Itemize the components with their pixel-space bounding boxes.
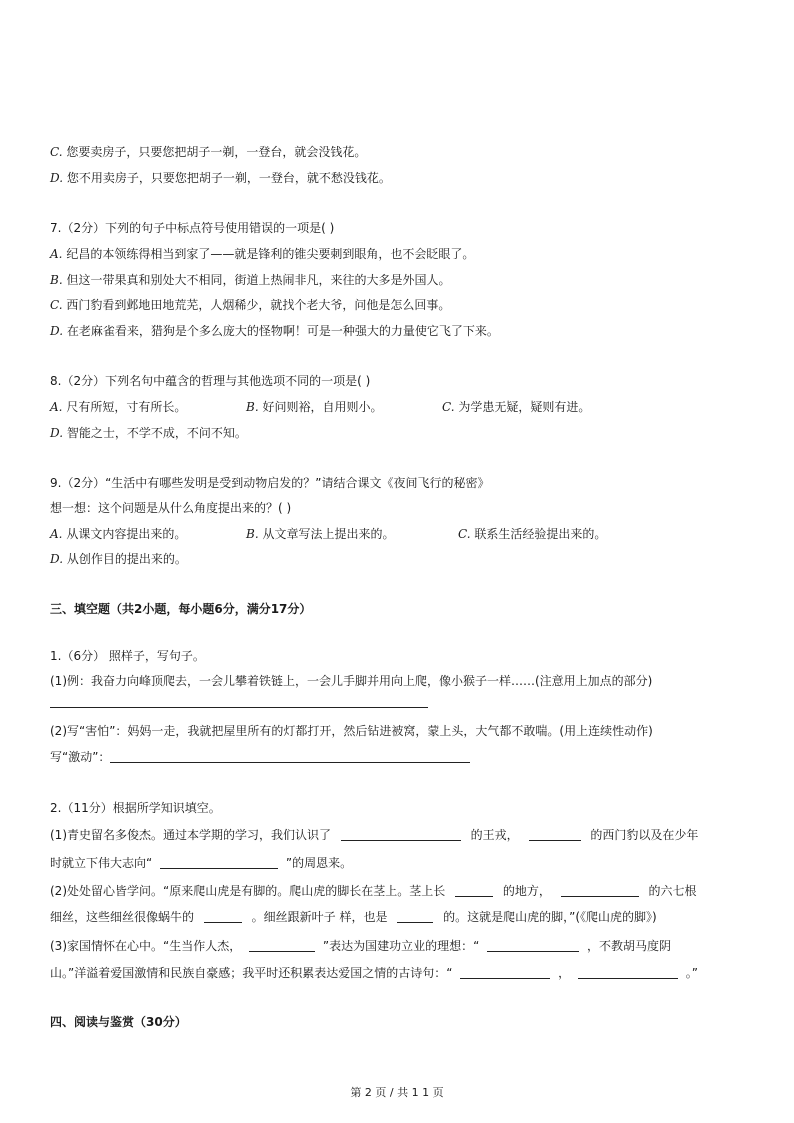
q8-options-row (50, 399, 590, 415)
answer-blank[interactable] (397, 910, 433, 923)
option-letter: A. (50, 527, 63, 541)
answer-blank[interactable] (249, 939, 315, 952)
answer-blank[interactable] (561, 884, 639, 897)
answer-blank[interactable] (160, 856, 278, 869)
fill-q1-part2: (2)写“害怕”：妈妈一走，我就把屋里所有的灯都打开，然后钻进被窝，蒙上头，大气都不敢喘。(用上连续性动作) (50, 724, 653, 738)
q9-stem-line1: 9.（2分）“生活中有哪些发明是受到动物启发的？”请结合课文《夜间飞行的秘密》 (50, 476, 490, 490)
q8-option-b (246, 399, 442, 415)
option-text: 您要卖房子，只要您把胡子一剃，一登台，就会没钱花。 (66, 145, 367, 159)
option-text: 为学患无疑，疑则有进。 (458, 400, 591, 414)
answer-blank[interactable] (204, 910, 242, 923)
section-3-title: 三、填空题（共2小题，每小题6分，满分17分） (50, 602, 312, 616)
answer-blank[interactable] (529, 828, 581, 841)
answer-blank[interactable] (460, 966, 550, 979)
option-text: 从文章写法上提出来的。 (262, 527, 395, 541)
fill-q1-part3 (50, 749, 470, 765)
option-text: 从创作目的提出来的。 (66, 552, 187, 566)
option-letter: B. (50, 273, 63, 287)
answer-blank[interactable] (487, 939, 579, 952)
q9-option-d (50, 551, 187, 567)
option-text: 从课文内容提出来的。 (66, 527, 187, 541)
text-segment: 细丝，这些细丝很像蜗牛的 (50, 910, 195, 924)
option-text: 联系生活经验提出来的。 (474, 527, 607, 541)
text-segment: ”的周恩来。 (285, 856, 353, 870)
option-text: 尺有所短，寸有所长。 (66, 400, 187, 414)
text-segment: 山。”洋溢着爱国激情和民族自豪感；我平时还积累表达爱国之情的古诗句：“ (50, 966, 453, 980)
text-segment: (3)家国情怀在心中。“生当作人杰， (50, 939, 242, 953)
page-number: 第 2 页 / 共 1 1 页 (350, 1086, 444, 1099)
text-segment: (2)处处留心皆学问。“原来爬山虎是有脚的。爬山虎的脚长在茎上。茎上长 (50, 884, 446, 898)
option-text: 纪昌的本领练得相当到家了——就是锋利的锥尖要刺到眼角，也不会眨眼了。 (66, 247, 475, 261)
option-letter: B. (246, 400, 259, 414)
q7-option-b (50, 272, 450, 288)
fill-q2-line3 (50, 883, 697, 899)
fill-q2-line2 (50, 855, 352, 871)
q8-option-d (50, 425, 247, 441)
option-letter: D. (50, 324, 64, 338)
text-segment: ，不教胡马度阴 (586, 939, 671, 953)
text-segment: 时就立下伟大志向“ (50, 856, 153, 870)
q6-option-d (50, 170, 391, 186)
option-letter: C. (50, 145, 63, 159)
option-letter: C. (458, 527, 471, 541)
option-letter: D. (50, 426, 64, 440)
q8-option-c (442, 399, 590, 415)
text-segment: ， (558, 966, 571, 980)
q9-options-row (50, 526, 606, 542)
option-letter: B. (246, 527, 259, 541)
option-letter: C. (50, 298, 63, 312)
q9-stem-line2: 想一想：这个问题是从什么角度提出来的？( ) (50, 501, 292, 515)
text-segment: 的。这就是爬山虎的脚，”(《爬山虎的脚》) (443, 910, 657, 924)
option-text: 西门豹看到邺地田地荒芜，人烟稀少，就找个老大爷，问他是怎么回事。 (66, 298, 451, 312)
fill-q1-example: (1)例：我奋力向峰顶爬去，一会儿攀着铁链上，一会儿手脚并用向上爬，像小猴子一样……(注意用上加点的部分) (50, 674, 653, 688)
q7-option-a (50, 246, 474, 262)
answer-line[interactable] (50, 707, 428, 708)
option-text: 智能之士，不学不成，不问不知。 (66, 426, 247, 440)
answer-blank[interactable] (578, 966, 678, 979)
q8-option-a (50, 399, 246, 415)
fill-q2-line6 (50, 965, 698, 981)
text-segment: 的地方， (502, 884, 551, 898)
option-letter: D. (50, 552, 64, 566)
q9-option-c (458, 526, 606, 542)
answer-blank[interactable] (455, 884, 493, 897)
q9-option-a (50, 526, 246, 542)
option-text: 好问则裕，自用则小。 (262, 400, 383, 414)
q7-option-c (50, 297, 450, 313)
q9-option-b (246, 526, 458, 542)
prompt-label: 写“激动”： (50, 750, 111, 764)
option-text: 在老麻雀看来，猎狗是个多么庞大的怪物啊！可是一种强大的力量使它飞了下来。 (66, 324, 499, 338)
answer-blank[interactable] (341, 828, 461, 841)
text-segment: 。” (685, 966, 698, 980)
q8-stem: 8.（2分）下列名句中蕴含的哲理与其他选项不同的一项是( ) (50, 374, 371, 388)
option-text: 但这一带果真和别处大不相同，街道上热闹非凡，来往的大多是外国人。 (66, 273, 451, 287)
fill-q2-line1 (50, 827, 698, 843)
fill-q2-line5 (50, 938, 671, 954)
option-letter: A. (50, 400, 63, 414)
q7-option-d (50, 323, 499, 339)
option-text: 您不用卖房子，只要您把胡子一剃，一登台，就不愁没钱花。 (66, 171, 391, 185)
option-letter: C. (442, 400, 455, 414)
fill-q2-stem: 2.（11分）根据所学知识填空。 (50, 801, 221, 815)
answer-blank[interactable] (110, 750, 470, 763)
text-segment: 的王戎， (470, 828, 519, 842)
q6-option-c (50, 144, 366, 160)
text-segment: 的六七根 (648, 884, 697, 898)
q7-stem: 7.（2分）下列的句子中标点符号使用错误的一项是( ) (50, 221, 335, 235)
text-segment: 。细丝跟新叶子 样，也是 (251, 910, 388, 924)
text-segment: (1)青史留名多俊杰。通过本学期的学习，我们认识了 (50, 828, 332, 842)
fill-q1-stem: 1.（6分） 照样子，写句子。 (50, 649, 205, 663)
text-segment: 的西门豹以及在少年 (590, 828, 699, 842)
option-letter: A. (50, 247, 63, 261)
section-4-title: 四、阅读与鉴赏（30分） (50, 1015, 187, 1029)
text-segment: ”表达为国建功立业的理想：“ (322, 939, 480, 953)
option-letter: D. (50, 171, 64, 185)
fill-q2-line4 (50, 909, 657, 925)
